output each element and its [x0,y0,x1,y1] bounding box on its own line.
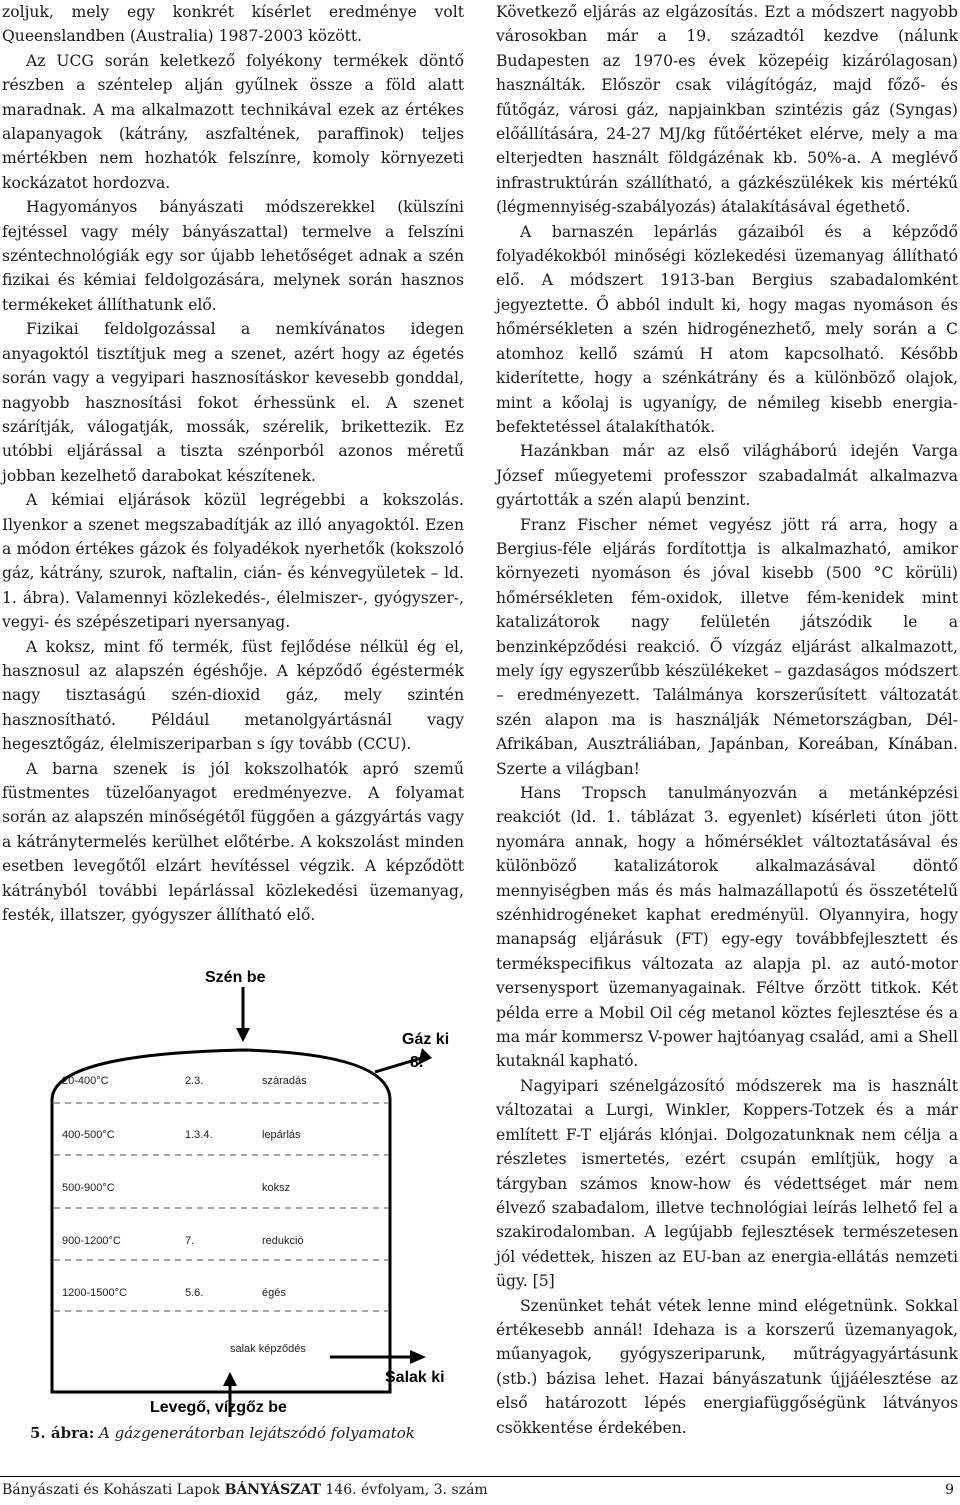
paragraph: A barnaszén lepárlás gázaiból és a képződő folyadékokból minőségi közlekedési üzemanyag állítható elő. A módszert 1913-ban Bergius szabadalomként jegyeztette. Ő abból indult ki, hogy magas nyomáson és hőmérsékleten a szén hidrogénezhető, mely során a C atomhoz kellő számú H atom kapcsolható. Később kiderítette, hogy a szénkátrány és a különböző olajok, mint a kőolaj is ugyanígy, de némileg kisebb energia-befektetéssel átalakíthatók. [496,222,958,436]
zone-temp: 400-500°C [62,1129,115,1141]
footer-section: BÁNYÁSZAT [224,1482,321,1498]
footer-issue: 146. évfolyam, 3. szám [325,1482,488,1498]
figure-caption [30,1424,415,1442]
paragraph: Hazánkban már az első világháború idején Varga József műegyetemi professzor szabadalmát alkalmazva gyártották a szén alapú benzint. [496,442,958,510]
zone-process: lepárlás [262,1129,301,1141]
footer-rule [0,1476,960,1477]
paragraph: Szenünket tehát vétek lenne mind elégetnünk. Sokkal értékesebb annál! Idehaza is a korszerű üzemanyagok, műanyagok, gyógyszeriparunk, műtrágyagyártásunk (stb.) bázisa lehet. Hazai bányászatunk újjáélesztése az első határozott lépés energiafüggőségünk látványos csökkentése érdekében. [496,1296,958,1437]
paragraph: A barna szenek is jól kokszolhatók apró szemű füstmentes tüzelőanyagot eredményezve. A folyamat során az alapszén minőségétől függően a gázgyártás vagy a kátránytermelés kerülhet előtérbe. A kokszolást minden esetben levegőtől elzárt hevítéssel végzik. A képződött kátrányból további lepárlással közlekedési üzemanyag, festék, illatszer, gyógyszer állítható elő. [2,759,464,925]
paragraph: Franz Fischer német vegyész jött rá arra, hogy a Bergius-féle eljárás fordítottja is alkalmazható, amikor környezeti nyomáson és jóval kisebb (500 °C körüli) hőmérsékleten fém-oxidok, illetve fém-kenidek mint katalizátorok nagy felületén játszódik le a benzinképződési reakció. Ő vízgáz eljárást alkalmazott, mely így egyszerűbb készülékeket – gazdaságos módszert – eredményezett. Találmánya korszerűsített változatát szén alapon ma is használják Németországban, Dél-Afrikában, Ausztráliában, Japánban, Koreában, Kínában. Szerte a világban! [496,515,958,778]
zone-process: koksz [262,1182,291,1194]
paragraph: Nagyipari szénelgázosító módszerek ma is használt változatai a Lurgi, Winkler, Koppers-Totzek és a már említett F-T eljárás klónjai. Dolgozatunknak nem célja a részletes ismertetés, ezért csupán említjük, hogy a tárgyban számos know-how és védettséget már nem élvező szabadalom, illetve technológiai leírás lelhető fel a szakirodalomban. A legújabb fejlesztések természetesen jól védettek, hiszen az EU-ban az energia-ellátás nemzeti ügy. [5] [496,1076,958,1291]
right-column [496,0,958,1440]
vessel-outline [52,1050,390,1392]
zone-ref: 7. [185,1235,195,1247]
gasifier-diagram [30,962,450,1424]
zone-temp: 500-900°C [62,1182,115,1194]
paragraph: Hagyományos bányászati módszerekkel (külszíni fejtéssel vagy mély bányászattal) termelve a felszíni széntechnológiák egy sor újabb lehetőséget adnak a szén fizikai és kémiai feldolgozására, melynek során hasznos termékeket állíthatunk elő. [2,198,464,314]
figure-caption-label: 5. ábra: [30,1424,95,1442]
paragraph: Fizikai feldolgozással a nemkívánatos idegen anyagoktól tisztítjuk meg a szenet, azért hogy az égetés során vagy a vegyipari hasznosításkor kevesebb gonddal, nagyobb hasznosítási fokot érhessünk el. A szenet szárítják, válogatják, mossák, szérelik, brikettezik. Ez utóbbi eljárással a tiszta szénporból azonos méretű jobban kezelhető darabokat készítenek. [2,320,464,485]
paragraph: Következő eljárás az elgázosítás. Ezt a módszert nagyobb városokban már a 19. századtól kezdve (nálunk Budapesten az 1970-es évek közepéig kizárólagosan) használták. Először csak világítógáz, majd főző- és fűtőgáz, városi gáz, napjainkban szintézis gáz (Syngas) előállítására, 24-27 MJ/kg fűtőértéket elérve, mely a ma elterjedten használt földgázénak kb. 50%-a. A meglévő infrastruktúrán szállítható, a gázkészülékek kis mértékű (légmennyiség-szabályozás) átalakításával égethető. [496,3,958,217]
paragraph: Az UCG során keletkező folyékony termékek döntő részben a széntelep alján gyűlnek össze a föld alatt maradnak. A ma alkalmazott technikával ezek az értékes alapanyagok (kátrány, aszfaltének, paraffinok) teljes mértékben nem hozhatók felszínre, komoly környezeti kockázatot hordozva. [2,51,464,192]
zone-ref: 2.3. [185,1075,204,1087]
left-column [2,0,464,927]
footer-journal: Bányászati és Kohászati Lapok [2,1482,221,1498]
zone-temp: 900-1200°C [62,1235,121,1247]
gasifier-svg [30,962,450,1424]
gas-out-label: Gáz ki [402,1031,450,1048]
zone-process: salak képződés [230,1343,306,1355]
page-number: 9 [945,1482,954,1498]
paragraph: zoljuk, mely egy konkrét kísérlet eredménye volt Queenslandben (Australia) 1987-2003 között. [2,3,464,46]
zone-ref: 1.3.4. [185,1129,213,1141]
slag-out-label: Salak ki [385,1369,445,1386]
zone-temp: 1200-1500°C [62,1287,127,1299]
figure-caption-text: A gázgenerátorban lejátszódó folyamatok [99,1424,415,1442]
zone-process: égés [262,1287,286,1299]
air-in-label: Levegő, vízgőz be [150,1399,287,1416]
zone-ref: 5.6. [185,1287,204,1299]
zone-process: redukció [262,1235,304,1247]
zone-process: száradás [262,1075,307,1087]
page-footer [2,1482,958,1498]
paragraph: Hans Tropsch tanulmányozván a metánképzési reakciót (ld. 1. táblázat 3. egyenlet) kísérleti úton jött nyomára annak, hogy a hőmérséklet változtatásával és különböző katalizátorok alkalmazásával döntő mennyiségben más és más halmazállapotú és összetételű szénhidrogéneket kaphat eredményül. Olyannyira, hogy manapság eljárásuk (FT) egy-egy továbbfejlesztett és termékspecifikus változata az alapja pl. az autó-motor versenysport üzemanyagainak. Féltve őrzött titkok. Két példa erre a Mobil Oil cég metanol köztes fejlesztése és a ma már kommersz V-power hajtóanyag család, ami a Shell kutaknál kapható. [496,784,958,1071]
paragraph: A kémiai eljárások közül legrégebbi a kokszolás. Ilyenkor a szenet megszabadítják az illó anyagoktól. Ezen a módon értékes gázok és folyadékok nyerhetők (kokszoló gáz, kátrány, szurok, naftalin, cián- és kénvegyületek – ld. 1. ábra). Valamennyi közlekedés-, élelmiszer-, gyógyszer-, vegyi- és szépészetipari nyersanyag. [2,491,464,632]
paragraph: A koksz, mint fő termék, füst fejlődése nélkül ég el, hasznosul az alapszén égéshője. A képződő égéstermék nagy tisztaságú szén-dioxid gáz, mely szintén hasznosítható. Például metanolgyártásnál vagy hegesztőgáz, élelmiszeriparban s így tovább (CCU). [2,637,464,754]
coal-in-label: Szén be [205,969,266,986]
gas-out-number: 8. [410,1054,424,1071]
zone-temp: 20-400°C [62,1075,109,1087]
